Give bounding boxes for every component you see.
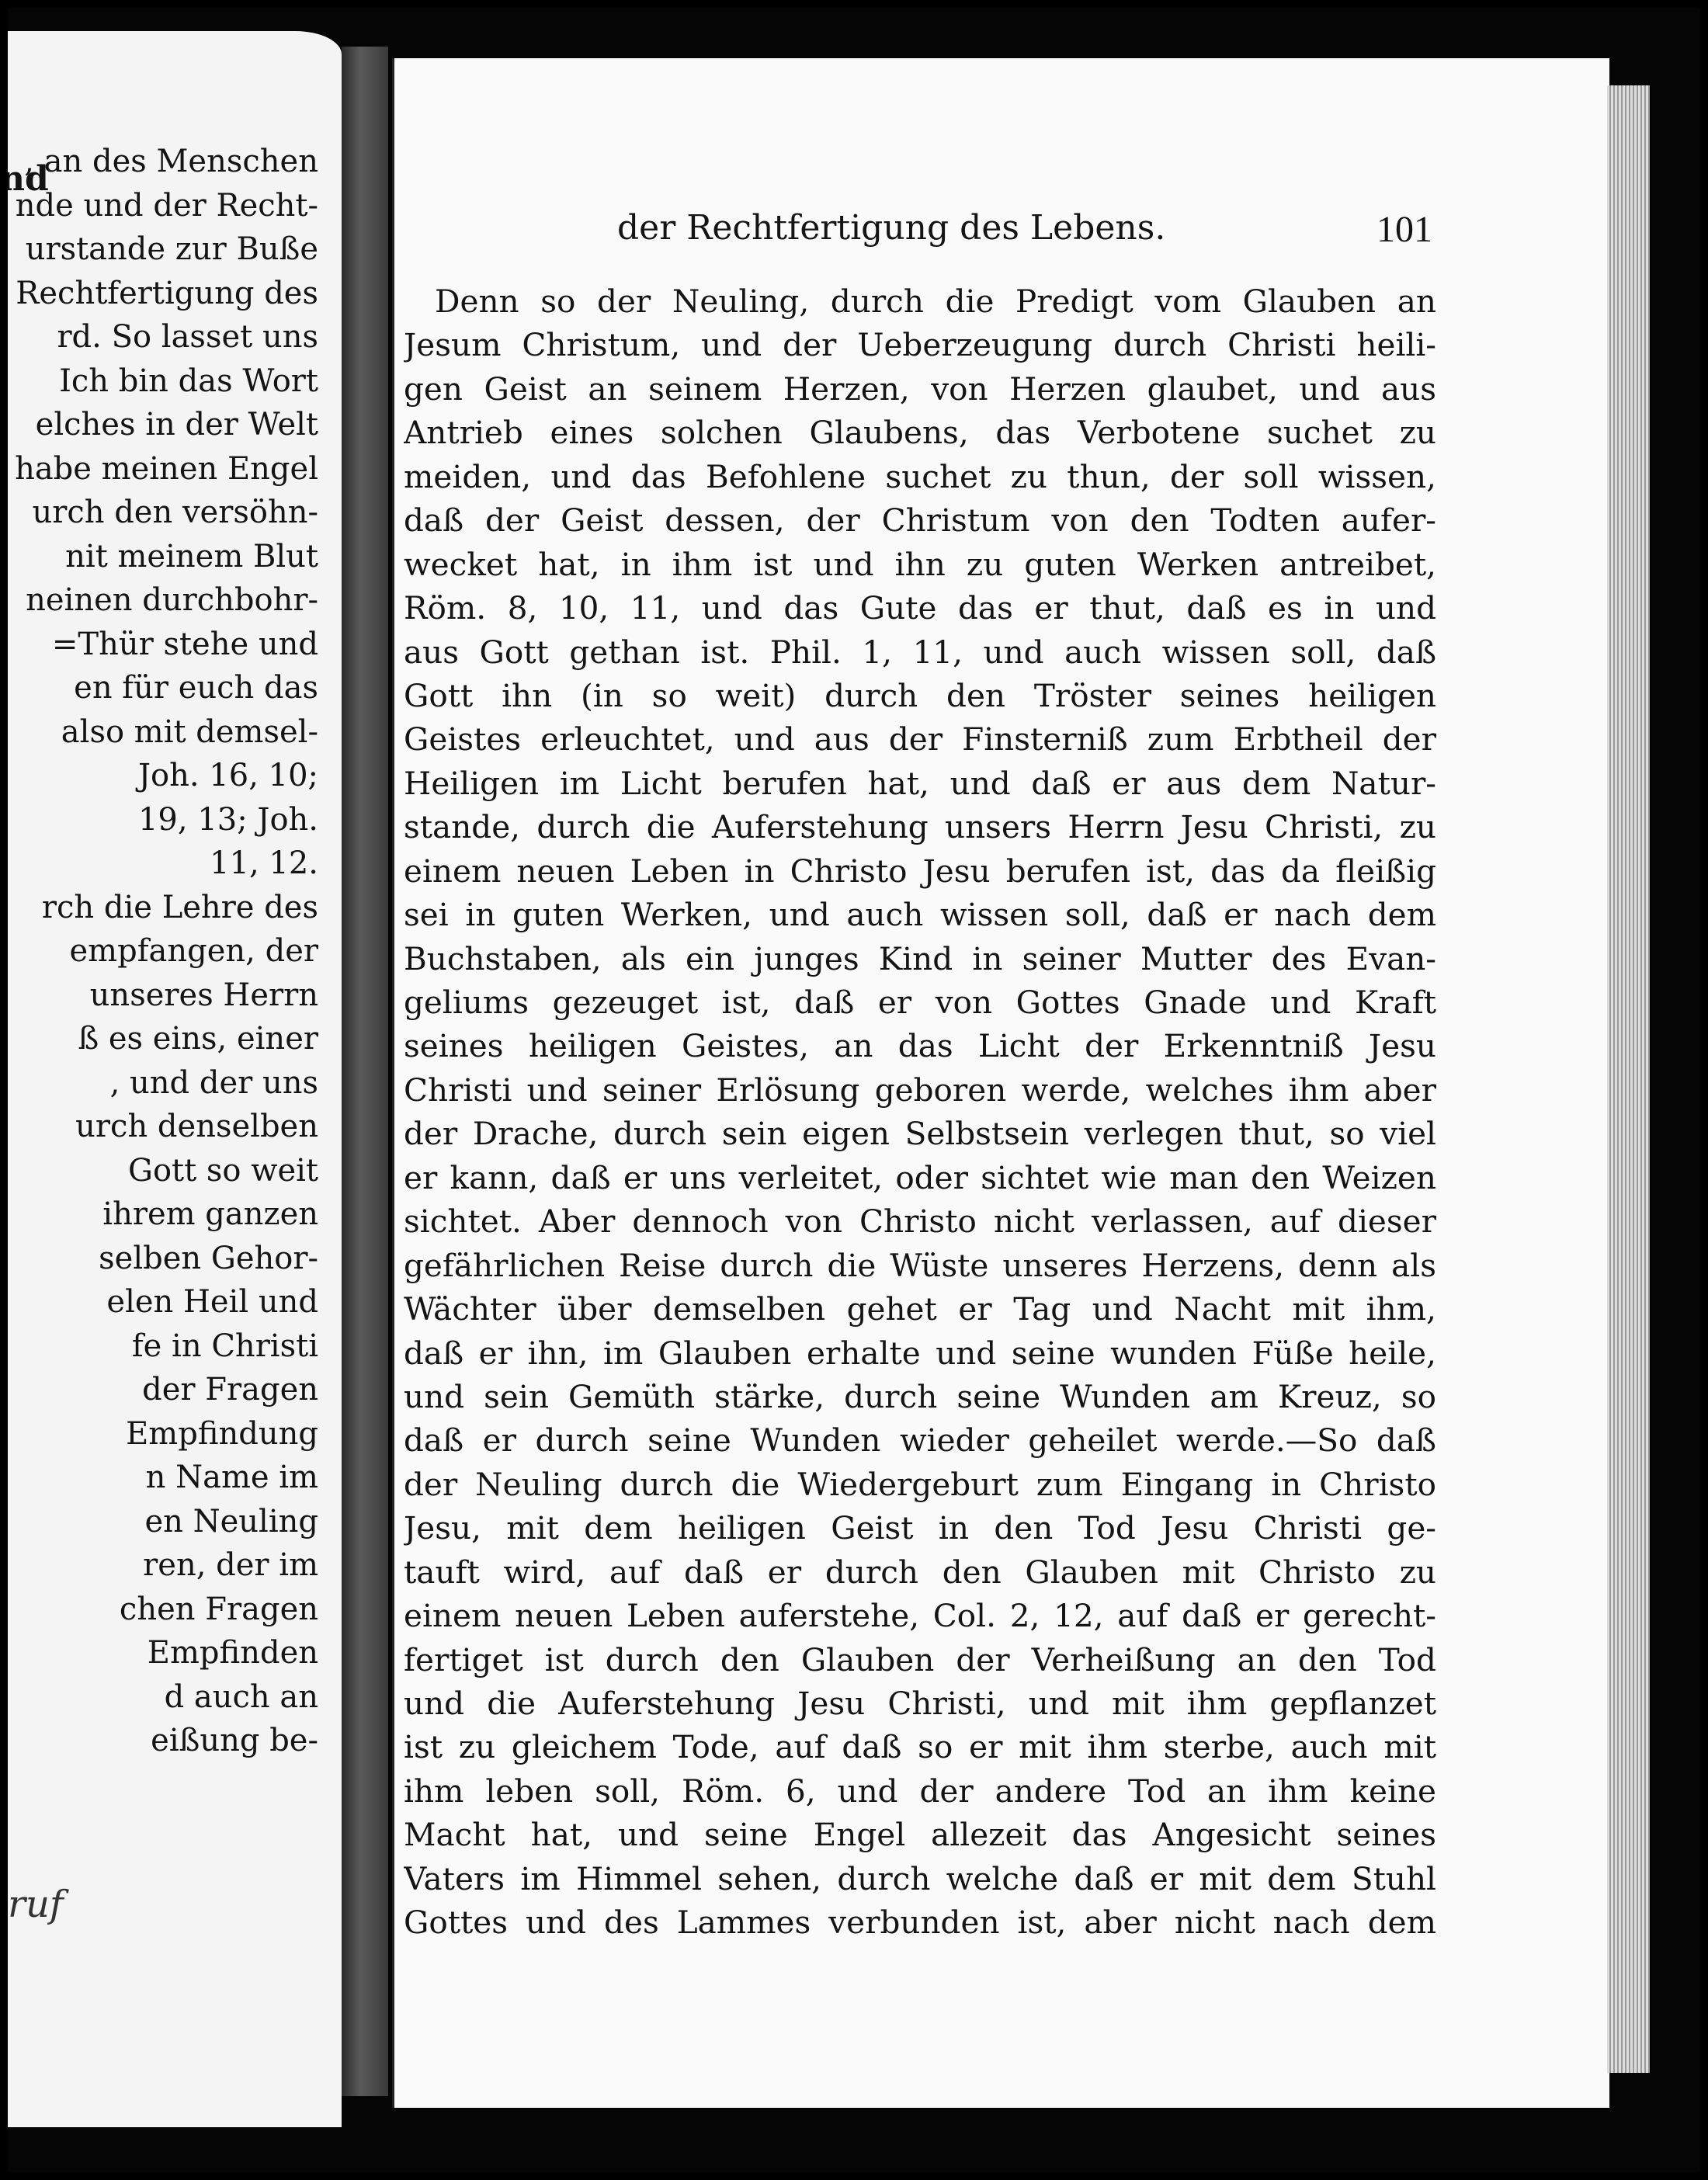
body-line: fertiget ist durch den Glauben der Verheißung an den Tod bbox=[404, 1640, 1436, 1678]
left-page-line: der Fragen bbox=[142, 1372, 318, 1408]
left-page-line: Rechtfertigung des bbox=[16, 275, 318, 311]
left-page-line: nde und der Recht- bbox=[15, 187, 318, 224]
left-page-line: en Neuling bbox=[144, 1503, 318, 1540]
body-line: daß er ihn, im Glauben erhalte und seine wunden Füße heile, bbox=[404, 1334, 1436, 1372]
left-page-line: nit meinem Blut bbox=[65, 538, 318, 575]
left-page-line: rch die Lehre des bbox=[41, 889, 318, 925]
left-page-line: urch den versöhn- bbox=[32, 495, 318, 530]
body-line: Antrieb eines solchen Glaubens, das Verbotene suchet zu bbox=[404, 414, 1436, 452]
body-line: ist zu gleichem Tode, auf daß so er mit ihm sterbe, auch mit bbox=[404, 1728, 1436, 1766]
body-line: seines heiligen Geistes, an das Licht der Erkenntniß Jesu bbox=[404, 1027, 1436, 1065]
body-line: und sein Gemüth stärke, durch seine Wunden am Kreuz, so bbox=[404, 1377, 1436, 1415]
left-page-line: n Name im bbox=[145, 1460, 318, 1495]
left-page-line: fe in Christi bbox=[131, 1328, 318, 1364]
body-line: er kann, daß er uns verleitet, oder sichtet wie man den Weizen bbox=[404, 1158, 1436, 1196]
left-page-line: 11, 12. bbox=[210, 845, 318, 881]
body-line: Geistes erleuchtet, und aus der Finsterniß zum Erbtheil der bbox=[404, 720, 1436, 758]
body-line: gefährlichen Reise durch die Wüste unseres Herzens, denn als bbox=[404, 1246, 1436, 1284]
body-line: geliums gezeuget ist, daß er von Gottes Gnade und Kraft bbox=[404, 984, 1436, 1021]
body-line: daß der Geist dessen, der Christum von den Todten aufer- bbox=[404, 502, 1436, 540]
left-page-text bbox=[0, 140, 326, 1763]
body-line: einem neuen Leben auferstehe, Col. 2, 12, auf daß er gerecht- bbox=[404, 1597, 1436, 1635]
body-line: Buchstaben, als ein junges Kind in seiner Mutter des Evan- bbox=[404, 939, 1436, 977]
left-page-line: elen Heil und bbox=[106, 1284, 318, 1320]
left-page-line: Empfindung bbox=[126, 1415, 318, 1452]
left-page-line: d auch an bbox=[164, 1678, 318, 1715]
left-page-line: rd. So lasset uns bbox=[57, 319, 318, 355]
body-line: daß er durch seine Wunden wieder geheilet werde.—So daß bbox=[404, 1422, 1436, 1460]
body-line: der Drache, durch sein eigen Selbstsein verlegen thut, so viel bbox=[404, 1115, 1436, 1153]
body-line: Röm. 8, 10, 11, und das Gute das er thut, daß es in und bbox=[404, 589, 1436, 627]
left-page-top-fragment: nd bbox=[0, 159, 49, 199]
left-page-line: elches in der Welt bbox=[35, 407, 318, 443]
book-gutter bbox=[342, 47, 388, 2096]
body-line: aus Gott gethan ist. Phil. 1, 11, und auch wissen soll, daß bbox=[404, 633, 1436, 671]
left-page-line: , an des Menschen bbox=[24, 144, 318, 179]
left-page-line: ß es eins, einer bbox=[78, 1021, 318, 1057]
left-page-line: selben Gehor- bbox=[99, 1240, 318, 1276]
left-page bbox=[0, 31, 342, 2127]
page-edges bbox=[1607, 85, 1650, 2073]
body-line: Heiligen im Licht berufen hat, und daß er aus dem Natur- bbox=[404, 764, 1436, 802]
body-line: und die Auferstehung Jesu Christi, und mit ihm gepflanzet bbox=[404, 1685, 1436, 1722]
left-page-line: , und der uns bbox=[109, 1064, 318, 1101]
body-line: gen Geist an seinem Herzen, von Herzen glaubet, und aus bbox=[404, 370, 1436, 408]
body-line: ihm leben soll, Röm. 6, und der andere Tod an ihm keine bbox=[404, 1772, 1436, 1810]
body-line: Jesum Christum, und der Ueberzeugung durch Christi heili- bbox=[404, 326, 1436, 364]
body-line: einem neuen Leben in Christo Jesu berufen ist, das da fleißig bbox=[404, 852, 1436, 890]
body-line: sichtet. Aber dennoch von Christo nicht verlassen, auf dieser bbox=[404, 1203, 1436, 1241]
left-page-handwriting: ruf bbox=[8, 1883, 64, 1926]
left-page-line: Ich bin das Wort bbox=[59, 363, 318, 399]
left-page-line: urch denselben bbox=[75, 1109, 318, 1144]
left-page-line: ren, der im bbox=[143, 1547, 318, 1583]
left-page-line: en für euch das bbox=[74, 670, 318, 706]
left-page-line: eißung be- bbox=[151, 1723, 318, 1758]
left-page-line: Gott so weit bbox=[128, 1152, 318, 1189]
left-page-line: =Thür stehe und bbox=[51, 626, 318, 662]
body-line: Gottes und des Lammes verbunden ist, aber nicht nach dem bbox=[404, 1904, 1436, 1942]
left-page-line: neinen durchbohr- bbox=[26, 582, 318, 618]
left-page-line: habe meinen Engel bbox=[15, 450, 318, 487]
body-text bbox=[404, 279, 1436, 1945]
body-line: tauft wird, auf daß er durch den Glauben mit Christo zu bbox=[404, 1553, 1436, 1591]
body-line: Jesu, mit dem heiligen Geist in den Tod Jesu Christi ge- bbox=[404, 1509, 1436, 1547]
left-page-line: Empfinden bbox=[147, 1635, 318, 1671]
left-page-line: unseres Herrn bbox=[89, 977, 318, 1013]
body-line: Gott ihn (in so weit) durch den Tröster seines heiligen bbox=[404, 676, 1436, 714]
left-page-line: empfangen, der bbox=[69, 933, 318, 969]
left-page-line: also mit demsel- bbox=[61, 713, 318, 750]
left-page-line: 19, 13; Joh. bbox=[137, 801, 318, 838]
body-line: wecket hat, in ihm ist und ihn zu guten Werken antreibet, bbox=[404, 545, 1436, 583]
left-page-line: Joh. 16, 10; bbox=[137, 758, 318, 793]
body-line: Vaters im Himmel sehen, durch welche daß er mit dem Stuhl bbox=[404, 1859, 1436, 1897]
body-line: sei in guten Werken, und auch wissen soll, daß er nach dem bbox=[404, 896, 1436, 934]
body-line: meiden, und das Befohlene suchet zu thun, der soll wissen, bbox=[404, 457, 1436, 495]
body-line: Wächter über demselben gehet er Tag und Nacht mit ihm, bbox=[404, 1290, 1436, 1328]
body-line: der Neuling durch die Wiedergeburt zum Eingang in Christo bbox=[404, 1465, 1436, 1503]
running-header-title: der Rechtfertigung des Lebens. bbox=[617, 208, 1166, 248]
body-line: stande, durch die Auferstehung unsers Herrn Jesu Christi, zu bbox=[404, 808, 1436, 846]
page-number: 101 bbox=[1376, 209, 1432, 250]
left-page-line: chen Fragen bbox=[119, 1591, 318, 1627]
left-page-line: ihrem ganzen bbox=[102, 1196, 318, 1232]
body-line: Denn so der Neuling, durch die Predigt vom Glauben an bbox=[435, 283, 1436, 320]
body-line: Christi und seiner Erlösung geboren werde, welches ihm aber bbox=[404, 1071, 1436, 1109]
left-page-line: urstande zur Buße bbox=[25, 231, 318, 267]
body-line: Macht hat, und seine Engel allezeit das Angesicht seines bbox=[404, 1816, 1436, 1854]
